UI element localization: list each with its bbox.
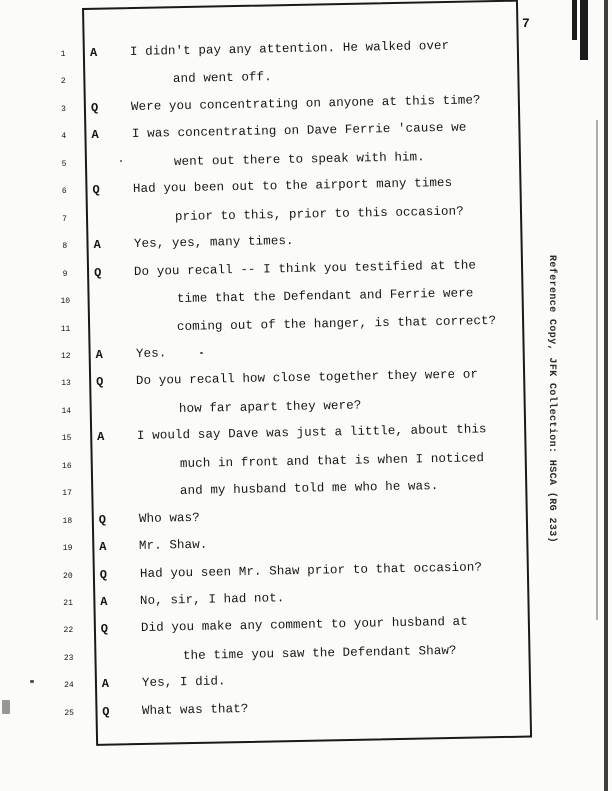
scan-speck bbox=[200, 352, 203, 354]
transcript-line bbox=[0, 422, 560, 452]
line-text: Who was? bbox=[138, 510, 200, 526]
line-number: 20 bbox=[63, 571, 73, 581]
line-number: 1 bbox=[60, 50, 66, 59]
line-text: the time you saw the Defendant Shaw? bbox=[183, 643, 457, 663]
speaker-label: Q bbox=[92, 183, 100, 198]
speaker-label: Q bbox=[98, 512, 106, 527]
speaker-label: Q bbox=[91, 100, 99, 115]
scan-edge-mark bbox=[580, 0, 588, 60]
scan-speck bbox=[120, 160, 122, 162]
line-text: Had you seen Mr. Shaw prior to that occasion? bbox=[139, 559, 482, 581]
line-number: 12 bbox=[61, 351, 71, 361]
line-number: 22 bbox=[63, 626, 74, 636]
speaker-label: Q bbox=[99, 567, 107, 582]
speaker-label: Q bbox=[100, 622, 108, 637]
speaker-label: Q bbox=[102, 704, 110, 719]
speaker-label: Q bbox=[96, 375, 104, 390]
line-number: 13 bbox=[61, 379, 71, 389]
line-number: 8 bbox=[62, 242, 68, 252]
line-text: Did you make any comment to your husband at bbox=[140, 615, 468, 636]
line-text: how far apart they were? bbox=[178, 398, 362, 416]
line-text: No, sir, I had not. bbox=[140, 591, 285, 608]
scan-speck bbox=[30, 680, 34, 683]
speaker-label: A bbox=[97, 430, 105, 445]
speaker-label: A bbox=[90, 46, 98, 60]
line-number: 14 bbox=[61, 406, 72, 416]
line-number: 19 bbox=[62, 544, 73, 554]
speaker-label: A bbox=[99, 540, 107, 555]
transcript-line bbox=[0, 593, 560, 617]
scan-edge-mark bbox=[604, 0, 608, 791]
line-number: 21 bbox=[63, 599, 73, 608]
line-number: 7 bbox=[62, 214, 67, 224]
transcript-line bbox=[0, 120, 560, 150]
transcript-line bbox=[0, 643, 560, 672]
transcript-line bbox=[0, 479, 560, 507]
transcript-line bbox=[0, 38, 560, 68]
transcript-line bbox=[0, 176, 560, 205]
reference-copy-stamp: Reference Copy, JFK Collection: HSCA (RG 233) bbox=[546, 255, 557, 544]
transcript-line bbox=[0, 559, 560, 590]
transcript-line bbox=[0, 615, 560, 644]
line-text: Had you been out to the airport many times bbox=[132, 176, 452, 197]
speaker-label: A bbox=[100, 595, 108, 609]
line-text: went out there to speak with him. bbox=[173, 149, 425, 169]
line-text: What was that? bbox=[142, 701, 249, 718]
line-text: time that the Defendant and Ferrie were bbox=[176, 286, 474, 307]
transcript-line bbox=[0, 703, 560, 727]
transcript-line bbox=[0, 149, 560, 178]
transcript-line bbox=[0, 511, 560, 535]
line-number: 25 bbox=[64, 708, 74, 718]
transcript-line bbox=[0, 258, 560, 288]
transcript-line bbox=[0, 93, 560, 123]
line-text: prior to this, prior to this occasion? bbox=[174, 204, 465, 224]
line-text: and my husband told me who he was. bbox=[180, 479, 439, 499]
transcript-line bbox=[0, 286, 560, 315]
line-number: 11 bbox=[60, 324, 71, 334]
line-number: 23 bbox=[63, 653, 74, 663]
line-number: 18 bbox=[62, 516, 73, 526]
line-number: 6 bbox=[61, 187, 67, 197]
line-text: Yes, yes, many times. bbox=[133, 234, 294, 252]
line-text: coming out of the hanger, is that correct? bbox=[176, 313, 497, 334]
line-number: 4 bbox=[61, 132, 67, 142]
line-number: 17 bbox=[62, 489, 72, 499]
line-number: 9 bbox=[62, 269, 68, 279]
line-number: 10 bbox=[60, 297, 71, 307]
line-text: Do you recall how close together they were or bbox=[135, 367, 479, 389]
line-number: 3 bbox=[61, 104, 66, 114]
line-number: 2 bbox=[60, 77, 66, 87]
line-text: I was concentrating on Dave Ferrie 'cause we bbox=[131, 120, 467, 142]
line-text: and went off. bbox=[172, 70, 272, 87]
speaker-label: A bbox=[93, 238, 101, 253]
line-text: I didn't pay any attention. He walked over bbox=[129, 38, 450, 59]
speaker-label: Q bbox=[94, 265, 102, 280]
transcript-line bbox=[0, 71, 560, 95]
transcript-line bbox=[0, 538, 560, 562]
line-number: 5 bbox=[61, 159, 67, 169]
transcript-line bbox=[0, 367, 560, 397]
scan-edge-mark bbox=[572, 0, 577, 40]
speaker-label: A bbox=[101, 677, 109, 692]
transcript-line bbox=[0, 313, 560, 343]
transcript-line bbox=[0, 398, 560, 425]
transcript-line bbox=[0, 236, 560, 260]
line-number: 15 bbox=[61, 434, 72, 444]
line-number: 24 bbox=[64, 681, 74, 691]
line-text: I would say Dave was just a little, about this bbox=[137, 422, 487, 444]
speaker-label: A bbox=[95, 347, 103, 362]
transcript-line bbox=[0, 450, 560, 480]
line-text: much in front and that is when I noticed bbox=[179, 450, 484, 471]
line-text: Do you recall -- I think you testified at the bbox=[133, 258, 477, 279]
transcript-line bbox=[0, 675, 560, 699]
line-number: 16 bbox=[62, 461, 72, 471]
line-text: Yes, I did. bbox=[141, 674, 226, 691]
scan-edge-mark bbox=[596, 120, 598, 620]
scan-speck bbox=[2, 700, 10, 714]
speaker-label: A bbox=[91, 128, 99, 143]
transcript-line bbox=[0, 204, 560, 233]
line-text: Yes. bbox=[135, 346, 167, 361]
line-text: Were you concentrating on anyone at this time? bbox=[130, 93, 481, 114]
transcript-line bbox=[0, 346, 560, 370]
line-text: Mr. Shaw. bbox=[139, 537, 208, 554]
page-number: 7 bbox=[522, 16, 530, 31]
